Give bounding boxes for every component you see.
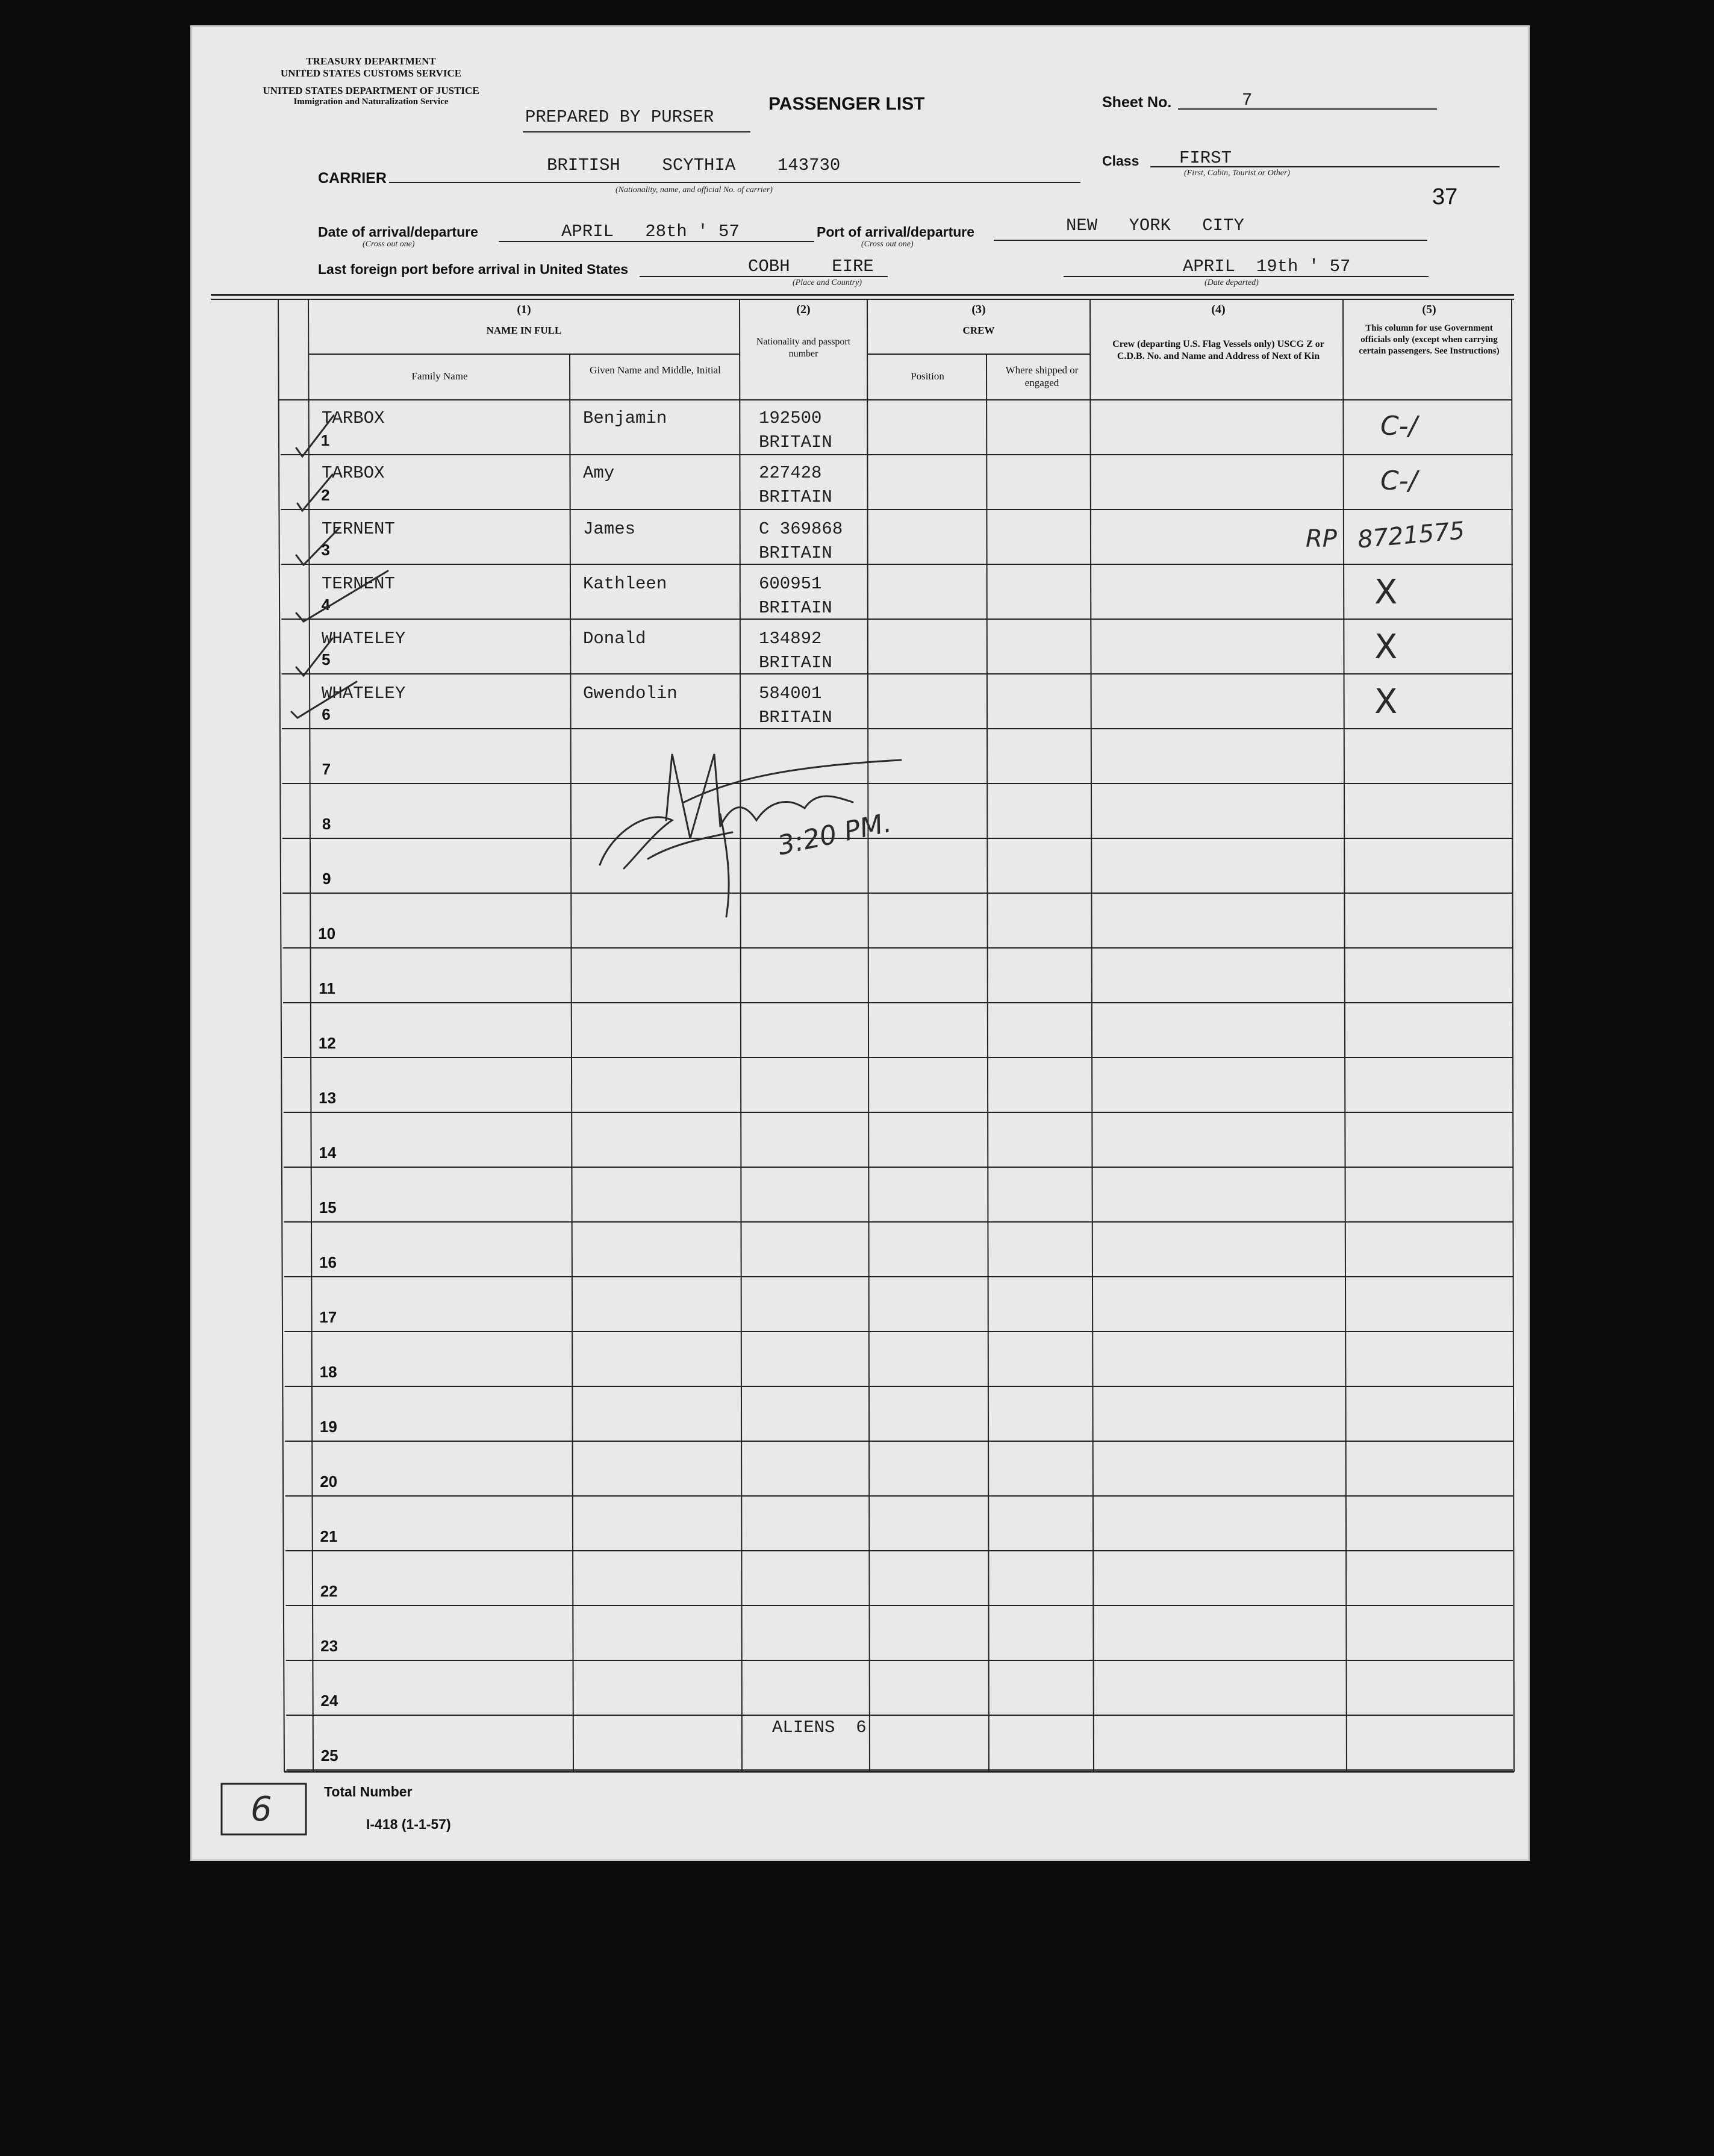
port-label: Port of arrival/departure [817, 224, 975, 240]
row-number: 14 [319, 1144, 337, 1162]
row-number: 21 [320, 1527, 338, 1545]
col-where-shipped: Where shipped or engaged [1005, 364, 1079, 389]
col5-number: (5) [1422, 303, 1436, 316]
passport-number-cell: 584001 [759, 684, 822, 703]
total-number-label: Total Number [324, 1784, 413, 1799]
agency-justice: UNITED STATES DEPARTMENT OF JUSTICE [263, 85, 479, 97]
col-family-name: Family Name [411, 370, 468, 382]
official-mark-cell: X [1374, 573, 1398, 612]
family-name-cell: TERNENT [322, 574, 395, 594]
passport-number-cell: 134892 [759, 629, 822, 649]
row-number: 6 [322, 705, 331, 723]
official-note: RP [1306, 525, 1337, 553]
page-number: 37 [1432, 184, 1458, 210]
col5-title: This column for use Government officials only (except when carrying certain passengers. See Instructions) [1359, 323, 1500, 356]
date-departed-value: APRIL 19th ' 57 [1183, 257, 1351, 276]
signature-time-note: 3:20 PM. [774, 807, 894, 862]
family-name-cell: WHATELEY [322, 684, 406, 703]
row-number: 19 [319, 1418, 337, 1436]
sheet-label: Sheet No. [1102, 94, 1172, 111]
class-value: FIRST [1179, 148, 1232, 168]
row-number: 24 [320, 1692, 338, 1710]
official-mark-cell: X [1374, 628, 1398, 667]
nationality-cell: BRITAIN [759, 487, 832, 507]
given-name-cell: Donald [583, 629, 646, 649]
row-number: 17 [319, 1308, 337, 1326]
foreign-port-label: Last foreign port before arrival in United States [318, 261, 629, 277]
foreign-port-value: COBH EIRE [748, 257, 874, 276]
passport-number-cell: 600951 [759, 574, 822, 594]
form-title: PASSENGER LIST [768, 94, 925, 114]
given-name-cell: Amy [583, 463, 615, 483]
agency-customs: UNITED STATES CUSTOMS SERVICE [280, 67, 462, 79]
col1-title: NAME IN FULL [486, 325, 562, 336]
col4-number: (4) [1211, 303, 1226, 316]
official-mark-cell: C-/ [1380, 411, 1418, 441]
aliens-summary: ALIENS 6 [772, 1718, 867, 1737]
port-hint: (Cross out one) [861, 240, 914, 249]
family-name-cell: TARBOX [322, 408, 385, 428]
official-mark-cell: 8721575 [1356, 517, 1466, 554]
row-number: 13 [319, 1089, 337, 1107]
row-number: 18 [319, 1363, 337, 1381]
row-number: 20 [320, 1472, 338, 1491]
family-name-cell: WHATELEY [322, 629, 406, 649]
class-hint: (First, Cabin, Tourist or Other) [1184, 169, 1291, 178]
family-name-cell: TARBOX [322, 463, 385, 483]
row-number: 23 [320, 1637, 338, 1655]
inspector-signature [190, 25, 1530, 1861]
form-number: I-418 (1-1-57) [366, 1816, 451, 1832]
passport-number-cell: 227428 [759, 463, 822, 483]
col4-title: Crew (departing U.S. Flag Vessels only) USCG Z or C.D.B. No. and Name and Address of Next of Kin [1112, 339, 1324, 361]
official-mark-cell: X [1374, 682, 1398, 721]
row-number: 1 [320, 431, 330, 449]
row-number: 22 [320, 1582, 338, 1600]
nationality-cell: BRITAIN [759, 708, 832, 727]
passport-number-cell: C 369868 [759, 519, 843, 539]
col3-title: CREW [962, 325, 995, 336]
row-number: 8 [322, 815, 331, 833]
col1-number: (1) [517, 303, 531, 316]
row-number: 11 [319, 979, 335, 997]
row-number: 16 [319, 1253, 337, 1271]
class-label: Class [1102, 153, 1139, 169]
row-number: 3 [321, 541, 330, 559]
given-name-cell: Benjamin [583, 408, 667, 428]
nationality-cell: BRITAIN [759, 598, 832, 618]
family-name-cell: TERNENT [322, 519, 395, 539]
arrival-date: APRIL 28th ' 57 [561, 222, 740, 241]
col2-title: Nationality and passport number [756, 337, 851, 359]
col-given-name: Given Name and Middle, Initial [590, 364, 721, 376]
prepared-by-purser: PREPARED BY PURSER [525, 107, 714, 127]
port-value: NEW YORK CITY [1066, 216, 1244, 235]
date-label: Date of arrival/departure [318, 224, 478, 240]
row-number: 25 [320, 1746, 338, 1765]
official-mark-cell: C-/ [1380, 466, 1418, 496]
given-name-cell: Gwendolin [583, 684, 678, 703]
given-name-cell: James [583, 519, 636, 539]
nationality-cell: BRITAIN [759, 653, 832, 673]
total-number-value: 6 [251, 1790, 272, 1829]
carrier-hint: (Nationality, name, and official No. of carrier) [615, 185, 773, 195]
row-number: 12 [318, 1034, 336, 1052]
col3-number: (3) [971, 303, 986, 316]
foreign-port-hint: (Place and Country) [793, 278, 862, 287]
agency-treasury: TREASURY DEPARTMENT [306, 55, 436, 67]
nationality-cell: BRITAIN [759, 543, 832, 563]
row-number: 15 [319, 1198, 337, 1217]
row-number: 7 [322, 760, 331, 778]
date-hint: (Cross out one) [363, 240, 415, 249]
passport-number-cell: 192500 [759, 408, 822, 428]
given-name-cell: Kathleen [583, 574, 667, 594]
carrier-value: BRITISH SCYTHIA 143730 [547, 155, 841, 175]
row-number: 5 [321, 650, 331, 668]
agency-ins: Immigration and Naturalization Service [293, 96, 449, 107]
row-number: 9 [322, 870, 331, 888]
passenger-list-sheet [190, 25, 1530, 1861]
col-position: Position [911, 370, 944, 382]
row-number: 10 [318, 924, 336, 942]
row-number: 4 [321, 596, 331, 614]
carrier-label: CARRIER [318, 170, 387, 187]
col2-number: (2) [796, 303, 811, 316]
sheet-number: 7 [1242, 90, 1253, 110]
date-departed-hint: (Date departed) [1204, 278, 1259, 287]
row-number: 2 [321, 486, 330, 504]
nationality-cell: BRITAIN [759, 432, 832, 452]
